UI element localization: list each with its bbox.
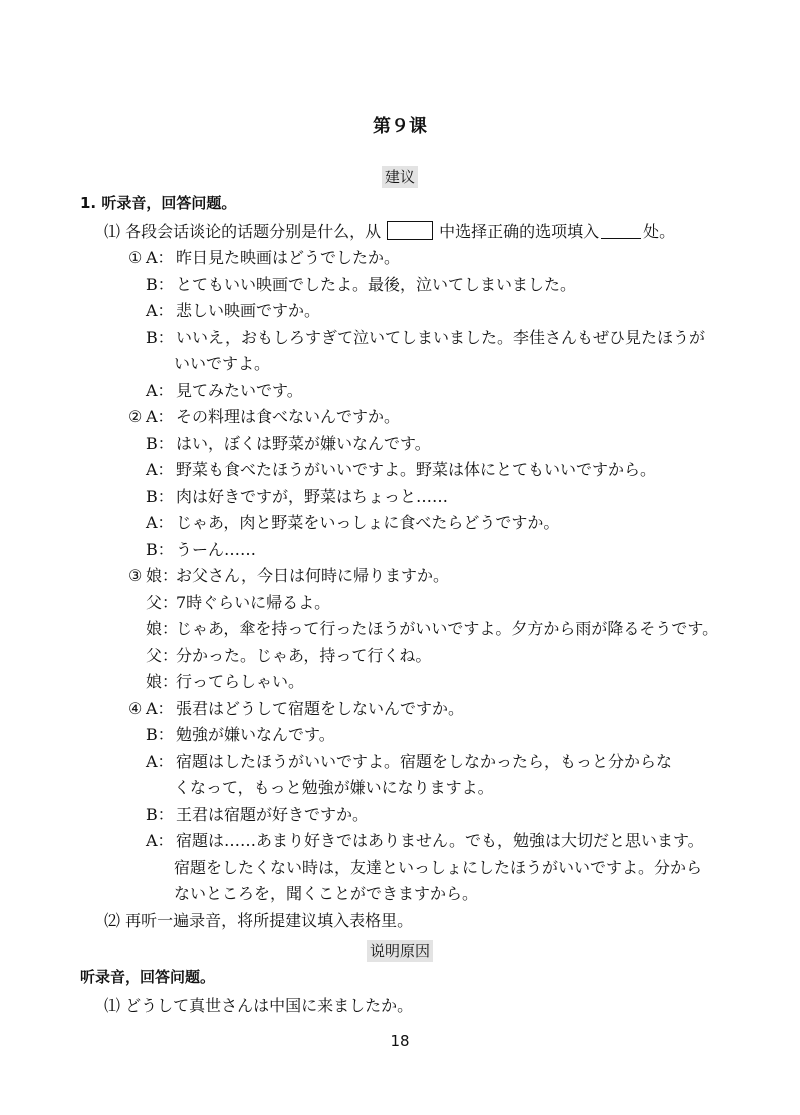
dialog-text: 分かった。じゃあ，持って行くね。 (176, 645, 432, 665)
dialog-text: いいですよ。 (174, 354, 271, 373)
dialog-text: 7時ぐらいに帰るよ。 (176, 592, 331, 612)
dialog-number: ③ (128, 566, 143, 585)
dialog-speaker: 娘： (146, 619, 179, 638)
dialog-speaker: A： (146, 831, 174, 850)
dialog-speaker: B： (146, 486, 174, 506)
dialog-text: 行ってらしゃい。 (176, 672, 305, 691)
dialog-text: とてもいい映画でしたよ。最後，泣いてしまいました。 (176, 274, 577, 294)
q1-part1-instruction (104, 221, 675, 243)
dialog-speaker: 父： (146, 645, 179, 665)
dialog-text: 肉は好きですが，野菜はちょっと…… (176, 486, 449, 506)
dialog-speaker: B： (146, 725, 174, 744)
dialog-text: その料理は食べないんですか。 (176, 407, 401, 426)
dialog-speaker: B： (146, 327, 174, 347)
lesson-title: 第９课 (373, 116, 427, 137)
dialog-speaker: B： (146, 539, 174, 559)
dialog-text: お父さん，今日は何時に帰りますか。 (176, 566, 449, 585)
section-heading-reason (0, 940, 800, 962)
dialog-number: ② (128, 407, 143, 426)
dialog-text: はい，ぼくは野菜が嫌いなんです。 (176, 433, 431, 453)
dialog-text: うーん…… (176, 539, 257, 559)
dialog-text: じゃあ，傘を持って行ったほうがいいですよ。夕方から雨が降るそうです。 (176, 619, 719, 638)
dialog-text: 野菜も食べたほうがいいですよ。野菜は体にとてもいいですから。 (176, 460, 657, 479)
dialog-speaker: 娘： (146, 672, 179, 691)
dialog-speaker: A： (146, 460, 174, 479)
section-heading-advice (0, 166, 800, 188)
dialog-text: 宿題をしたくない時は，友達といっしょにしたほうがいいですよ。分から (174, 857, 703, 877)
q1-part2-instruction: ⑵ 再听一遍录音，将所提建议填入表格里。 (104, 911, 414, 930)
dialog-speaker: A： (146, 301, 174, 320)
q2-part1-question: ⑴ どうして真世さんは中国に来ましたか。 (104, 996, 414, 1015)
dialog-text: いいえ，おもしろすぎて泣いてしまいました。李佳さんもぜひ見たほうが (176, 327, 705, 347)
dialog-text: 勉強が嫌いなんです。 (176, 725, 335, 744)
dialog-text: 宿題は……あまり好きではありません。でも，勉強は大切だと思います。 (176, 831, 704, 850)
dialog-speaker: 娘： (146, 566, 179, 585)
dialog-number: ④ (128, 698, 143, 718)
question1-heading: 1. 听录音，回答问题。 (80, 194, 237, 212)
dialog-speaker: A： (146, 380, 174, 400)
page-number: 18 (390, 1032, 410, 1050)
dialog-speaker: A： (146, 698, 174, 718)
dialog-speaker: B： (146, 274, 174, 294)
dialog-text: 王君は宿題が好きですか。 (176, 804, 369, 824)
dialog-speaker: B： (146, 433, 174, 453)
dialog-number: ① (128, 248, 143, 267)
dialog-text: 張君はどうして宿題をしないんですか。 (176, 698, 465, 718)
q1-part1-prefix: ⑴ 各段会话谈论的话题分别是什么，从 (104, 222, 382, 241)
dialog-text: じゃあ，肉と野菜をいっしょに食べたらどうですか。 (176, 513, 560, 532)
dialog-text: ないところを，聞くことができますから。 (174, 884, 479, 903)
dialog-speaker: A： (146, 751, 174, 771)
q1-part1-middle: 中选择正确的选项填入 (439, 222, 600, 241)
dialog-speaker: 父： (146, 592, 179, 612)
dialog-speaker: A： (146, 248, 174, 267)
dialog-speaker: A： (146, 513, 174, 532)
dialog-text: 宿題はしたほうがいいですよ。宿題をしなかったら，もっと分からな (176, 751, 673, 771)
dialog-speaker: B： (146, 804, 174, 824)
q1-part1-suffix: 处。 (643, 222, 676, 241)
dialog-text: 昨日見た映画はどうでしたか。 (176, 248, 401, 267)
section-heading-advice-label: 建议 (382, 166, 418, 188)
answer-blank (601, 222, 641, 239)
dialog-speaker: A： (146, 407, 174, 426)
section-heading-reason-label: 说明原因 (367, 940, 433, 962)
dialog-text: 見てみたいです。 (176, 380, 303, 400)
answer-option-box (387, 221, 433, 240)
dialog-text: 悲しい映画ですか。 (176, 301, 321, 320)
question2-heading: 听录音，回答问题。 (80, 968, 216, 986)
dialog-text: くなって，もっと勉強が嫌いになりますよ。 (174, 778, 494, 797)
